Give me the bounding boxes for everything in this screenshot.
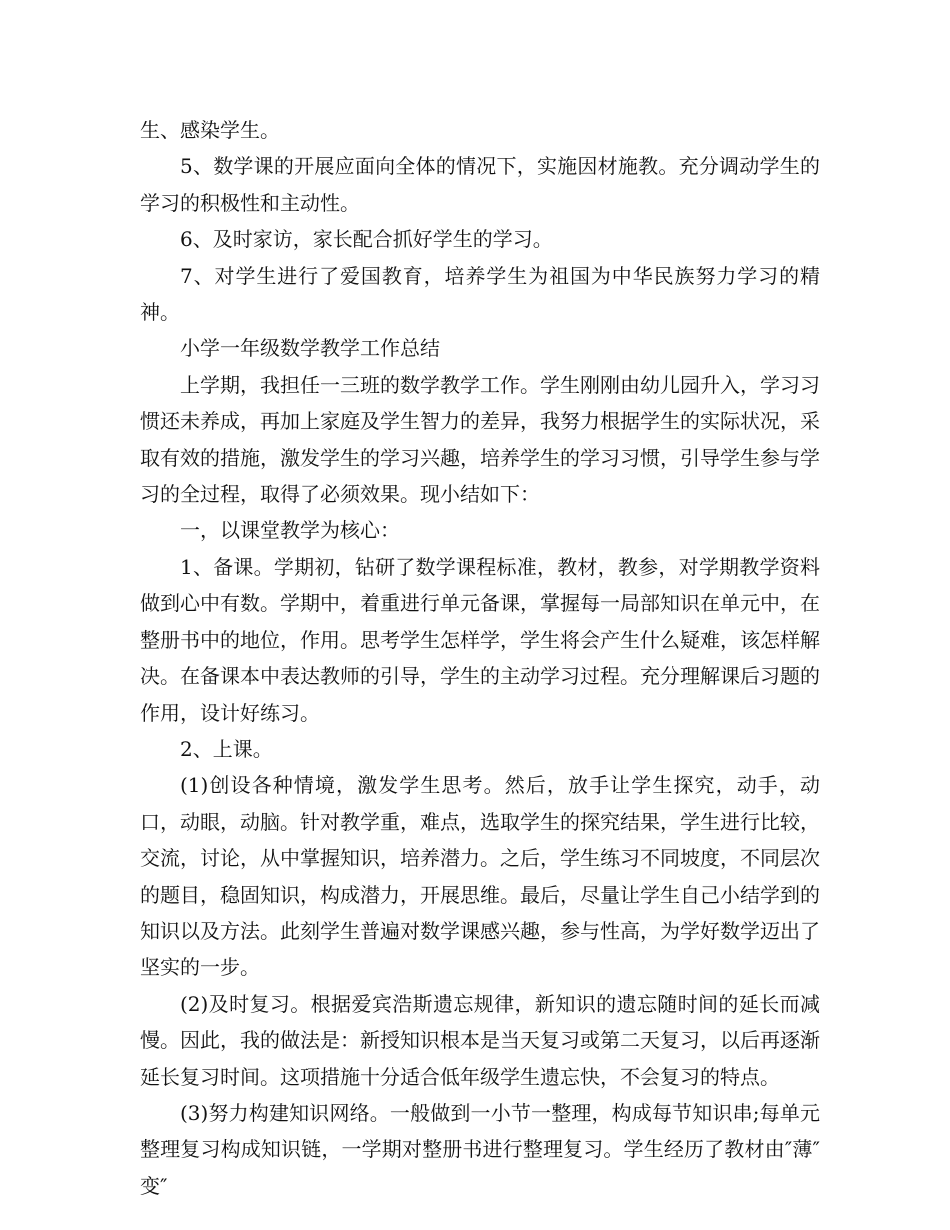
- document-body: [140, 112, 820, 1204]
- paragraph-11: (2)及时复习。根据爱宾浩斯遗忘规律，新知识的遗忘随时间的延长而减慢。因此，我的做法是：新授知识根本是当天复习或第二天复习，以后再逐渐延长复习时间。这项措施十分适合低年级学生遗忘快，不会复习的特点。: [140, 991, 820, 1089]
- paragraph-9: 2、上课。: [180, 736, 273, 761]
- paragraph-1: 生、感染学生。: [140, 118, 280, 142]
- section-title: 小学一年级数学教学工作总结: [180, 336, 440, 361]
- subheading-classroom: 一，以课堂教学为核心：: [180, 518, 400, 543]
- paragraph-3: 6、及时家访，家长配合抓好学生的学习。: [180, 227, 553, 252]
- paragraph-6: 上学期，我担任一三班的数学教学工作。学生刚刚由幼儿园升入，学习习惯还未养成，再加上家庭及学生智力的差异，我努力根据学生的实际状况，采取有效的措施，激发学生的学习兴趣，培养学生的学习习惯，引导学生参与学习的全过程，取得了必须效果。现小结如下：: [140, 372, 820, 507]
- paragraph-8: 1、备课。学期初，钻研了数学课程标准，教材，教参，对学期教学资料做到心中有数。学期中，着重进行单元备课，掌握每一局部知识在单元中，在整册书中的地位，作用。思考学生怎样学，学生将会产生什么疑难，该怎样解决。在备课本中表达教师的引导，学生的主动学习过程。充分理解课后习题的作用，设计好练习。: [140, 554, 820, 725]
- paragraph-4: 7、对学生进行了爱国教育，培养学生为祖国为中华民族努力学习的精神。: [140, 263, 820, 325]
- paragraph-12: (3)努力构建知识网络。一般做到一小节一整理，构成每节知识串;每单元整理复习构成知识链，一学期对整册书进行整理复习。学生经历了教材由″薄″变″: [140, 1100, 820, 1198]
- paragraph-2: 5、数学课的开展应面向全体的情况下，实施因材施教。充分调动学生的学习的积极性和主动性。: [140, 154, 820, 215]
- paragraph-10: (1)创设各种情境，激发学生思考。然后，放手让学生探究，动手，动口，动眼，动脑。针对教学重，难点，选取学生的探究结果，学生进行比较，交流，讨论，从中掌握知识，培养潜力。之后，学生练习不同坡度，不同层次的题目，稳固知识，构成潜力，开展思维。最后，尽量让学生自己小结学到的知识以及方法。此刻学生普遍对数学课感兴趣，参与性高，为学好数学迈出了坚实的一步。: [140, 773, 820, 980]
